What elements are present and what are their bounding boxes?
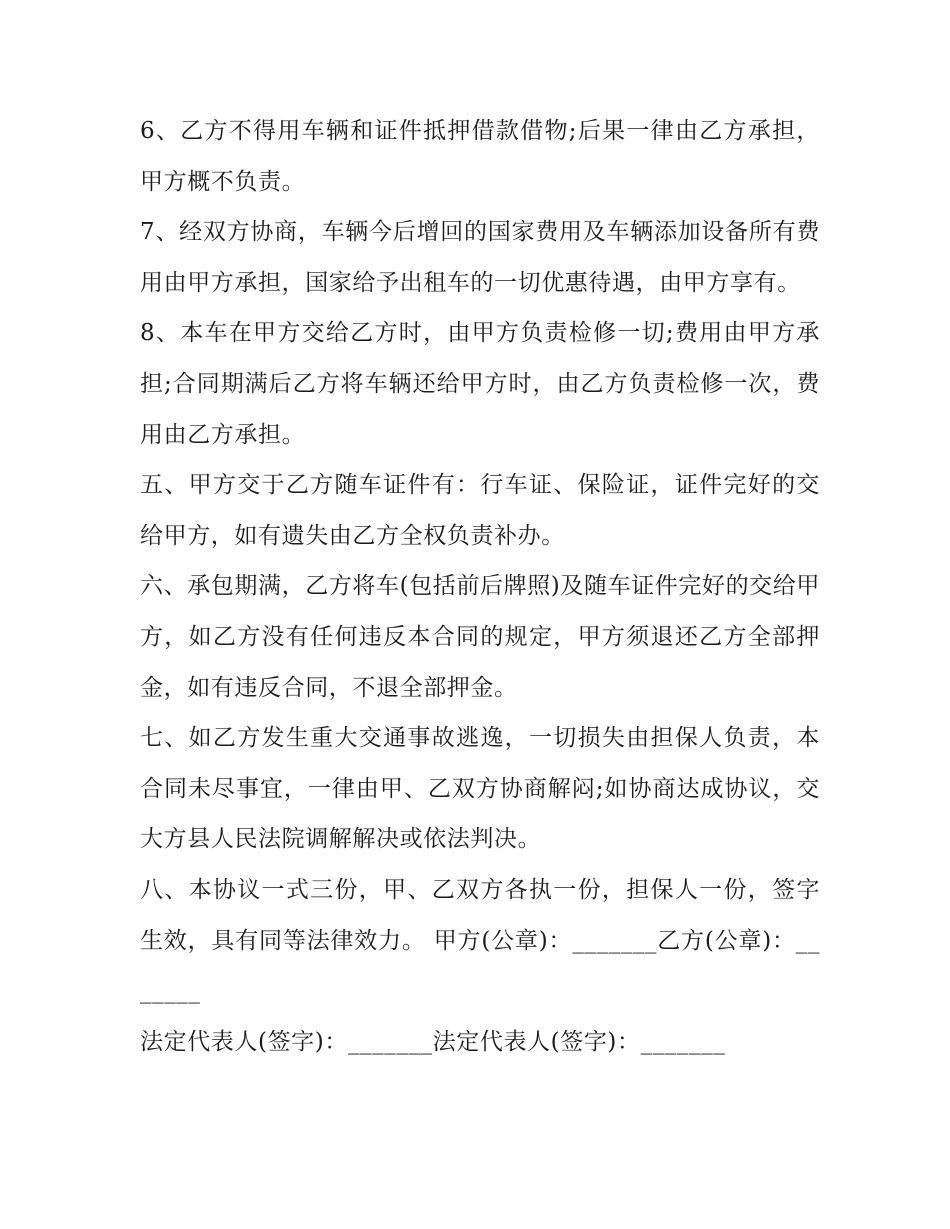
section-7-accident-liability: 七、如乙方发生重大交通事故逃逸，一切损失由担保人负责，本合同未尽事宜，一律由甲、乙双方协商解闷;如协商达成协议，交大方县人民法院调解解决或依法判决。 xyxy=(140,725,820,853)
clause-6-no-mortgage: 6、乙方不得用车辆和证件抵押借款借物;后果一律由乙方承担，甲方概不负责。 xyxy=(140,118,820,195)
document-body xyxy=(140,106,820,1067)
clause-7-fees-and-benefits: 7、经双方协商，车辆今后增回的国家费用及车辆添加设备所有费用由甲方承担，国家给予出租车的一切优惠待遇，由甲方享有。 xyxy=(140,219,820,296)
section-6-contract-expiry: 六、承包期满，乙方将车(包括前后牌照)及随车证件完好的交给甲方，如乙方没有任何违反本合同的规定，甲方须退还乙方全部押金，如有违反合同，不退全部押金。 xyxy=(140,573,820,701)
clause-8-vehicle-inspection: 8、本车在甲方交给乙方时，由甲方负责检修一切;费用由甲方承担;合同期满后乙方将车辆还给甲方时，由乙方负责检修一次，费用由乙方承担。 xyxy=(140,320,820,448)
section-5-vehicle-documents: 五、甲方交于乙方随车证件有：行车证、保险证，证件完好的交给甲方，如有遗失由乙方全权负责补办。 xyxy=(140,472,820,549)
section-8-copies-and-seals: 八、本协议一式三份，甲、乙双方各执一份，担保人一份，签字生效，具有同等法律效力。 甲方(公章)：_______乙方(公章)：_______ xyxy=(140,876,820,1005)
signature-line: 法定代表人(签字)：_______法定代表人(签字)：_______ xyxy=(140,1028,726,1055)
